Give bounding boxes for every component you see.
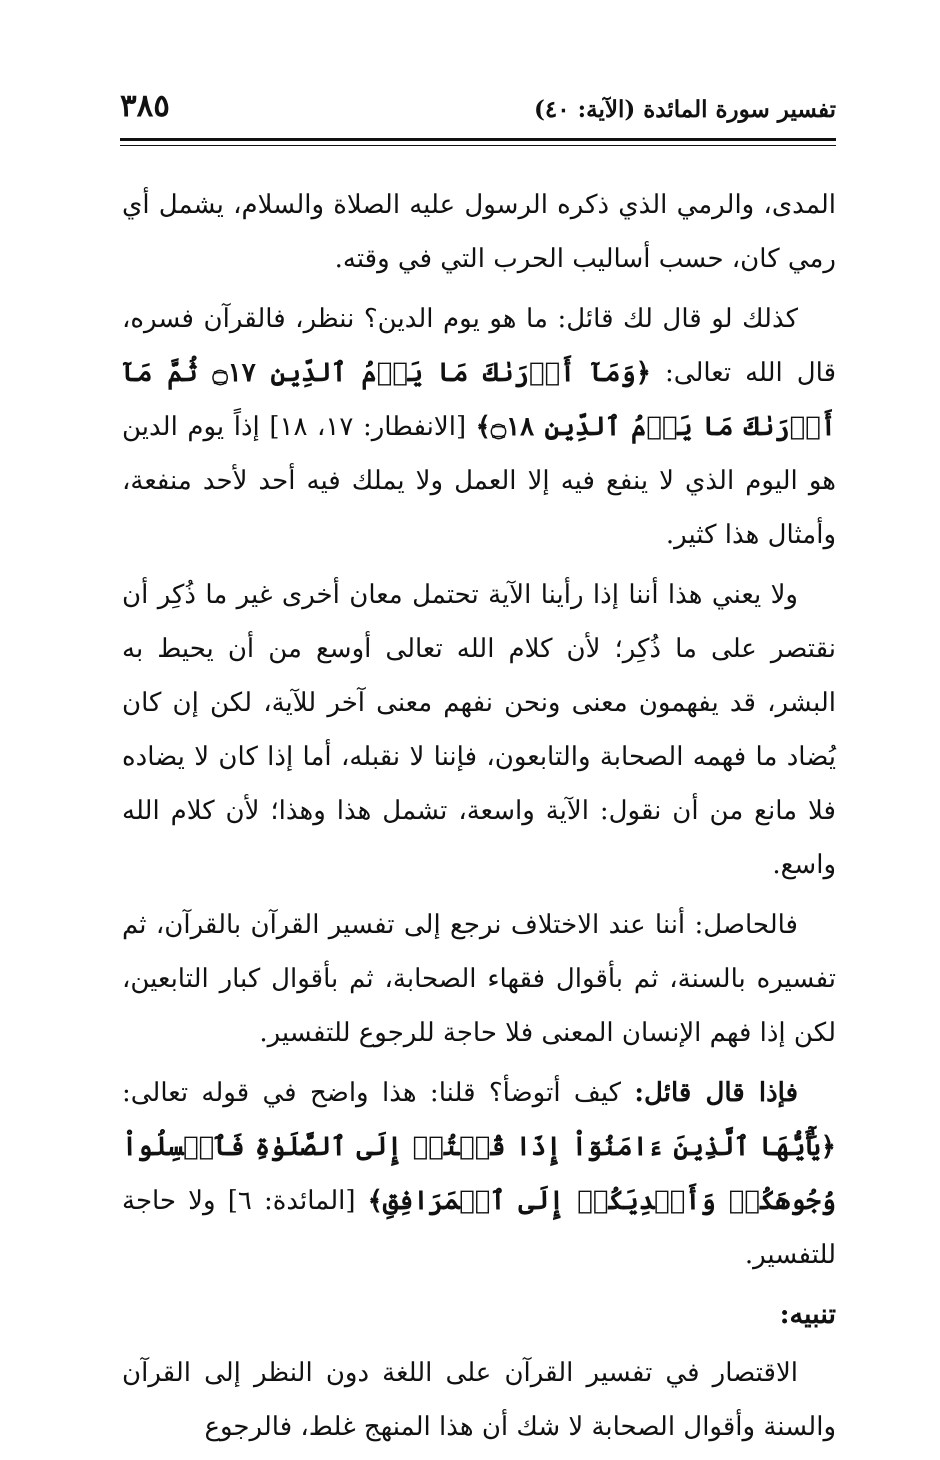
section-heading: تنبيه: bbox=[779, 1299, 836, 1330]
header-rule-thick bbox=[120, 138, 836, 141]
page-number: ٣٨٥ bbox=[120, 88, 170, 124]
quran-verse-maidah: ﴿يَٰٓأَيُّهَا ٱلَّذِينَ ءَامَنُوٓاْ إِذَا قُمۡتُمۡ إِلَى ٱلصَّلَوٰةِ فَٱغۡسِلُواْ وُجُوهَكُمۡ وَأَيۡدِيَكُمۡ إِلَى ٱلۡمَرَافِقِ﴾ bbox=[122, 1132, 836, 1216]
paragraph-2 bbox=[122, 292, 836, 562]
page-header bbox=[120, 88, 836, 138]
quran-verse-infitar: ﴿وَمَآ أَدۡرَىٰكَ مَا يَوۡمُ ٱلدِّينِ ۝١٧ ثُمَّ مَآ أَدۡرَىٰكَ مَا يَوۡمُ ٱلدِّينِ ۝١٨﴾ bbox=[122, 358, 836, 442]
paragraph-5-text-b: [المائدة: ٦] ولا حاجة للتفسير. bbox=[122, 1186, 836, 1270]
paragraph-4: فالحاصل: أننا عند الاختلاف نرجع إلى تفسير القرآن بالقرآن، ثم تفسيره بالسنة، ثم بأقوال فقهاء الصحابة، ثم بأقوال كبار التابعين، لكن إذا فهم الإنسان المعنى فلا حاجة للرجوع للتفسير. bbox=[122, 910, 836, 1048]
paragraph-2-text-b: [الانفطار: ١٧، ١٨] إذاً يوم الدين هو اليوم الذي لا ينفع فيه إلا العمل ولا يملك فيه أحد لأحد منفعة، وأمثال هذا كثير. bbox=[122, 412, 836, 550]
question-lead: فإذا قال قائل: bbox=[634, 1078, 798, 1108]
paragraph-5 bbox=[122, 1066, 836, 1282]
paragraph-2-text-a: كذلك لو قال لك قائل: ما هو يوم الدين؟ ننظر، فالقرآن فسره، قال الله تعالى: bbox=[122, 304, 836, 388]
paragraph-1: المدى، والرمي الذي ذكره الرسول عليه الصلاة والسلام، يشمل أي رمي كان، حسب أساليب الحرب التي في وقته. bbox=[122, 190, 836, 274]
paragraph-5-text-a: كيف أتوضأ؟ قلنا: هذا واضح في قوله تعالى: bbox=[122, 1078, 635, 1108]
paragraph-3: ولا يعني هذا أننا إذا رأينا الآية تحتمل معان أخرى غير ما ذُكِر أن نقتصر على ما ذُكِر؛ لأن كلام الله تعالى أوسع من أن يحيط به البشر، قد يفهمون معنى ونحن نفهم معنى آخر للآية، لكن إن كان يُضاد ما فهمه الصحابة والتابعون، فإننا لا نقبله، أما إذا كان لا يضاده فلا مانع من أن نقول: الآية واسعة، تشمل هذا وهذا؛ لأن كلام الله واسع. bbox=[122, 580, 836, 880]
page-body bbox=[122, 178, 836, 1460]
header-rule-thin bbox=[120, 145, 836, 146]
paragraph-6: الاقتصار في تفسير القرآن على اللغة دون النظر إلى القرآن والسنة وأقوال الصحابة لا شك أن هذا المنهج غلط، فالرجوع bbox=[122, 1358, 836, 1442]
running-title: تفسير سورة المائدة (الآية: ٤٠) bbox=[534, 96, 836, 123]
